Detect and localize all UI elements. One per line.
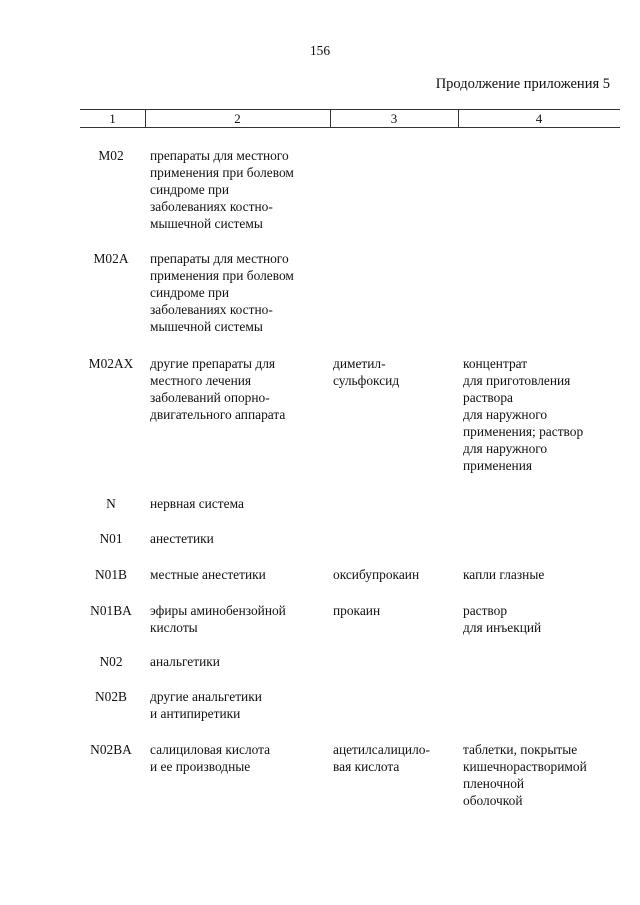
group-description: эфиры аминобензойной кислоты (150, 603, 286, 635)
group-description: препараты для местного применения при болевом синдроме при заболеваниях костно- мышечной системы (150, 251, 294, 334)
atc-code: M02 (98, 148, 124, 163)
drug-name: диметил- сульфоксид (333, 356, 400, 388)
group-description: салициловая кислота и ее производные (150, 742, 271, 774)
dosage-form: таблетки, покрытые кишечнорастворимой пленочной оболочкой (463, 742, 587, 808)
dosage-form: капли глазные (463, 567, 545, 582)
drug-name: ацетилсалицило- вая кислота (333, 742, 430, 774)
group-description: анальгетики (150, 654, 220, 669)
atc-code: N01BA (90, 603, 132, 618)
atc-code: N02 (99, 654, 123, 669)
column-header-3: 3 (390, 111, 398, 126)
dosage-form: раствор для инъекций (463, 603, 542, 635)
group-description: местные анестетики (150, 567, 266, 582)
atc-code: N01B (95, 567, 127, 582)
atc-code: M02A (93, 251, 129, 266)
column-header-2: 2 (234, 111, 241, 126)
continuation-heading: Продолжение приложения 5 (435, 76, 610, 92)
group-description: другие анальгетики и антипиретики (150, 689, 262, 721)
drug-name: оксибупрокаин (333, 567, 420, 582)
atc-code: N01 (99, 531, 123, 546)
group-description: анестетики (150, 531, 214, 546)
dosage-form: концентрат для приготовления раствора для наружного применения; раствор для наружного применения (463, 356, 584, 473)
group-description: нервная система (150, 496, 244, 511)
column-header-row (80, 109, 620, 128)
page-number: 156 (309, 43, 331, 58)
column-header-4: 4 (535, 111, 543, 126)
atc-code: N02B (95, 689, 127, 704)
group-description: препараты для местного применения при болевом синдроме при заболеваниях костно- мышечной системы (150, 148, 294, 231)
atc-code: N02BA (90, 742, 132, 757)
drug-name: прокаин (333, 603, 381, 618)
atc-code: N (106, 496, 116, 511)
column-header-1: 1 (109, 111, 116, 126)
atc-code: M02AX (88, 356, 134, 371)
group-description: другие препараты для местного лечения заболеваний опорно- двигательного аппарата (150, 356, 286, 422)
